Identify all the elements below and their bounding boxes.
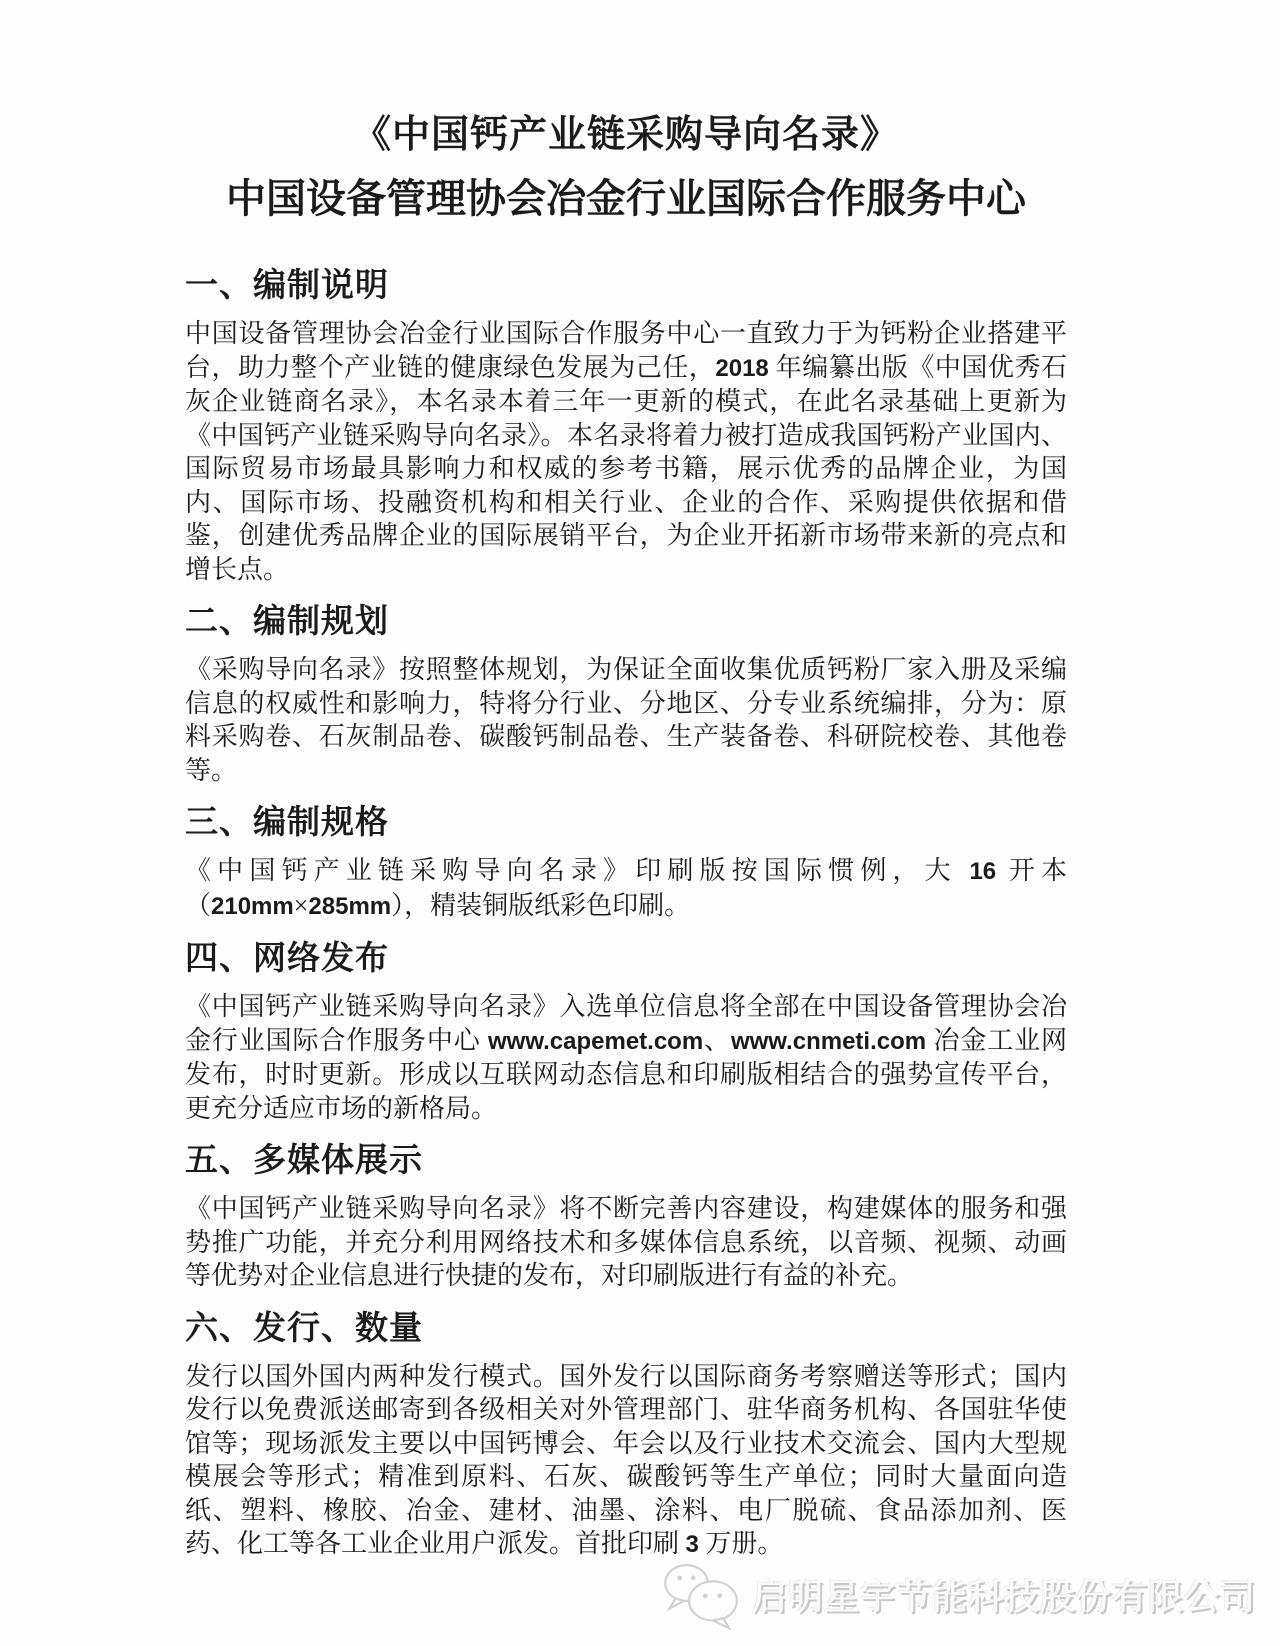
text-run: 年编纂出版《中国优秀石灰企业链商名录》，本名录本着三年一更新的模式，在此名录基础上更新为《中国钙产业链采购导向名录》。本名录将着力被打造成我国钙粉产业国内、国际贸易市场最具影响力和权威的参考书籍，展示优秀的品牌企业，为国内、国际市场、投融资机构和相关行业、企业的合作、采购提供依据和借鉴，创建优秀品牌企业的国际展销平台，为企业开拓新市场带来新的亮点和增长点。: [185, 352, 1067, 584]
text-run: 《采购导向名录》按照整体规划，为保证全面收集优质钙粉厂家入册及采编信息的权威性和影响力，特将分行业、分地区、分专业系统编排，分为：原料采购卷、石灰制品卷、碳酸钙制品卷、生产装备卷、科研院校卷、其他卷等。: [185, 655, 1067, 785]
section-3: [185, 805, 1067, 923]
section-paragraph: [185, 1192, 1067, 1293]
section-heading: 四、网络发布: [185, 941, 389, 977]
doc-title: 《中国钙产业链采购导向名录》: [352, 114, 899, 156]
document: [185, 0, 1067, 1562]
text-run: 开本（: [185, 856, 1067, 920]
section-heading: 一、编制说明: [185, 268, 389, 304]
text-run: 中国设备管理协会冶金行业国际合作服务中心一直致力于为钙粉企业搭建平台，助力整个产业链的健康绿色发展为己任，: [185, 319, 1067, 382]
section-paragraph: [185, 653, 1067, 787]
text-run: 《中国钙产业链采购导向名录》将不断完善内容建设，构建媒体的服务和强势推广功能，并充分利用网络技术和多媒体信息系统，以音频、视频、动画等优势对企业信息进行快捷的发布，对印刷版进行有益的补充。: [185, 1194, 1067, 1290]
company-watermark-text: 启明星宇节能科技股份有限公司: [751, 1578, 1256, 1617]
text-run: ×: [293, 890, 309, 920]
bold-text-run: 285mm: [308, 892, 392, 920]
section-heading: 三、编制规格: [185, 805, 389, 841]
section-paragraph: [185, 990, 1067, 1125]
bold-text-run: 16: [969, 858, 997, 885]
section-1: [185, 268, 1067, 586]
section-heading: 二、编制规划: [185, 604, 389, 640]
section-4: [185, 941, 1067, 1125]
section-6: [185, 1311, 1067, 1562]
bold-text-run: 210mm: [211, 892, 294, 920]
text-run: 《中国钙产业链采购导向名录》入选单位信息将全部在中国设备管理协会冶金行业国际合作服务中心: [185, 992, 1067, 1055]
text-run: ），精装铜版纸彩色印刷。: [391, 890, 691, 920]
bold-text-run: www.cnmeti.com: [730, 1027, 927, 1055]
sections: [185, 268, 1067, 1562]
section-heading: 六、发行、数量: [185, 1310, 423, 1347]
text-run: 、: [703, 1025, 731, 1055]
bold-text-run: 2018: [715, 354, 769, 382]
text-run: 发行以国外国内两种发行模式。国外发行以国际商务考察赠送等形式；国内发行以免费派送邮寄到各级相关对外管理部门、驻华商务机构、各国驻华使馆等；现场派发主要以中国钙博会、年会以及行业技术交流会、国内大型规模展会等形式；精准到原料、石灰、碳酸钙等生产单位；同时大量面向造纸、塑料、橡胶、冶金、建材、油墨、涂料、电厂脱硫、食品添加剂、医药、化工等各工业企业用户派发。首批印刷: [185, 1361, 1067, 1558]
wechat-icon: [658, 1560, 744, 1630]
bold-text-run: 3: [685, 1531, 699, 1558]
bold-text-run: www.capemet.com: [488, 1027, 704, 1055]
section-2: [185, 604, 1067, 787]
section-paragraph: [185, 317, 1067, 586]
section-heading: 五、多媒体展示: [185, 1143, 423, 1179]
section-paragraph: [185, 854, 1067, 923]
section-paragraph: [185, 1360, 1067, 1562]
footer-watermark: [658, 1560, 1256, 1630]
text-run: 《中国钙产业链采购导向名录》印刷版按国际惯例，大: [185, 856, 970, 885]
text-run: 冶金工业网发布，时时更新。形成以互联网动态信息和印刷版相结合的强势宣传平台，更充分适应市场的新格局。: [185, 1025, 1067, 1123]
section-5: [185, 1143, 1067, 1293]
text-run: 万册。: [698, 1529, 784, 1558]
doc-subtitle: 中国设备管理协会冶金行业国际合作服务中心: [226, 176, 1026, 221]
